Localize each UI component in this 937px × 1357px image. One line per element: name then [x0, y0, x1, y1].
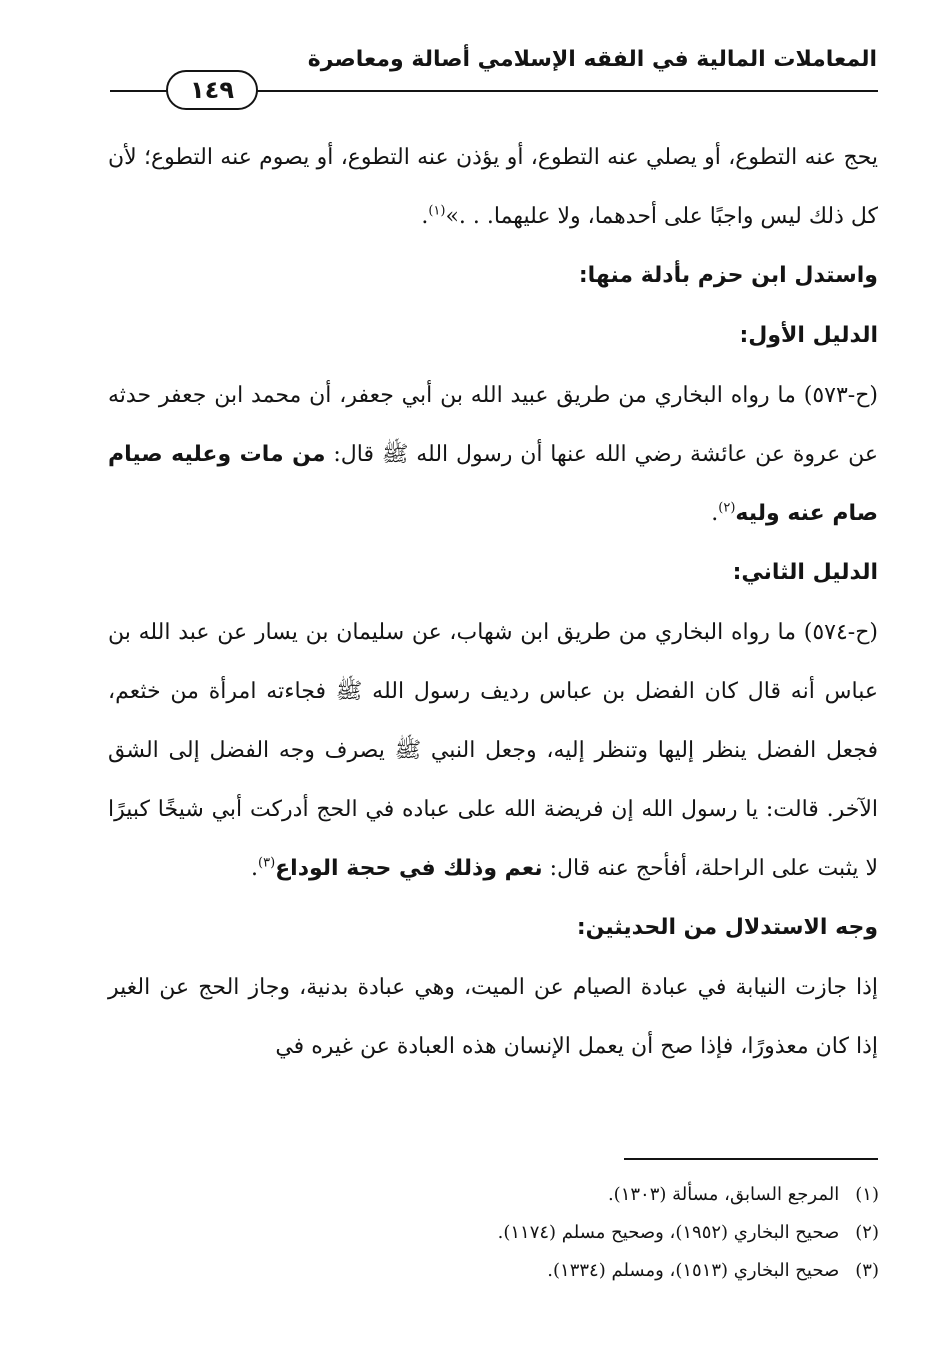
footnote-number: (٢) — [855, 1222, 879, 1243]
section-heading-inference: وجه الاستدلال من الحديثين: — [576, 915, 878, 940]
footnote-item — [99, 1176, 879, 1214]
hadith-text: نعم وذلك في حجة الوداع — [275, 856, 543, 881]
running-header-title: المعاملات المالية في الفقه الإسلامي أصالة ومعاصرة — [307, 47, 877, 72]
section-heading-first-evidence: الدليل الأول: — [739, 323, 878, 348]
footnote-number: (٣) — [855, 1260, 879, 1281]
footnote-item — [99, 1214, 879, 1252]
footnote-text: المرجع السابق، مسألة (١٣٠٣). — [607, 1184, 840, 1205]
main-text — [108, 128, 878, 1076]
hadith-text: من مات وعليه صيام صام عنه وليه — [108, 442, 878, 526]
footnote-ref: (٣) — [258, 855, 276, 871]
footnote-ref: (١) — [428, 203, 446, 219]
paragraph-hadith-573: (ح-٥٧٣) ما رواه البخاري من طريق عبيد الله بن أبي جعفر، أن محمد ابن جعفر حدثه عن عروة عن عائشة رضي الله عنها أن رسول الله ﷺ قال: من مات وعليه صيام صام عنه وليه$^{(٢)}$. — [108, 383, 878, 526]
hadith-narration: (ح-٥٧٤) ما رواه البخاري من طريق ابن شهاب، عن سليمان بن يسار عن عبد الله بن عباس أنه قال كان الفضل بن عباس رديف رسول الله ﷺ فجاءته امرأة من خثعم، فجعل الفضل ينظر إليها وتنظر إليه، وجعل النبي ﷺ يصرف وجه الفضل إلى الشق الآخر. قالت: يا رسول الله إن فريضة الله على عباده في الحج أدركت أبي شيخًا كبيرًا لا يثبت على الراحلة، أفأحج عنه قال: — [108, 620, 878, 881]
hadith-narration: (ح-٥٧٣) ما رواه البخاري من طريق عبيد الله بن أبي جعفر، أن محمد ابن جعفر حدثه عن عروة عن عائشة رضي الله عنها أن رسول الله ﷺ قال: — [108, 383, 878, 467]
footnote-text: صحيح البخاري (١٥١٣)، ومسلم (١٣٣٤). — [547, 1260, 840, 1281]
footnote-text: صحيح البخاري (١٩٥٢)، وصحيح مسلم (١١٧٤). — [497, 1222, 840, 1243]
paragraph-inference: إذا جازت النيابة في عبادة الصيام عن الميت، وهي عبادة بدنية، وجاز الحج عن الغير إذا كان معذورًا، فإذا صح أن يعمل الإنسان هذه العبادة عن غيره في — [108, 975, 878, 1059]
section-heading-second-evidence: الدليل الثاني: — [732, 560, 878, 585]
footnote-ref: (٢) — [718, 500, 736, 516]
footnote-number: (١) — [855, 1184, 879, 1205]
page-number: ١٤٩ — [166, 70, 258, 110]
paragraph-hadith-574: (ح-٥٧٤) ما رواه البخاري من طريق ابن شهاب، عن سليمان بن يسار عن عبد الله بن عباس أنه قال كان الفضل بن عباس رديف رسول الله ﷺ فجاءته امرأة من خثعم، فجعل الفضل ينظر إليها وتنظر إليه، وجعل النبي ﷺ يصرف وجه الفضل إلى الشق الآخر. قالت: يا رسول الله إن فريضة الله على عباده في الحج أدركت أبي شيخًا كبيرًا لا يثبت على الراحلة، أفأحج عنه قال: نعم وذلك في حجة الوداع$^{(٣)}$. — [108, 620, 878, 881]
paragraph-quote-end: يحج عنه التطوع، أو يصلي عنه التطوع، أو يؤذن عنه التطوع، أو يصوم عنه التطوع؛ لأن كل ذلك ليس واجبًا على أحدهما، ولا عليهما. . .»$^{(١)}$. — [108, 145, 878, 229]
paragraph-text: يحج عنه التطوع، أو يصلي عنه التطوع، أو يؤذن عنه التطوع، أو يصوم عنه التطوع؛ لأن كل ذلك ليس واجبًا على أحدهما، ولا عليهما. . .» — [108, 145, 878, 229]
footnote-rule — [624, 1158, 878, 1160]
footnote-item — [99, 1252, 879, 1290]
section-heading-intro: واستدل ابن حزم بأدلة منها: — [578, 263, 878, 288]
footnotes — [99, 1176, 879, 1290]
